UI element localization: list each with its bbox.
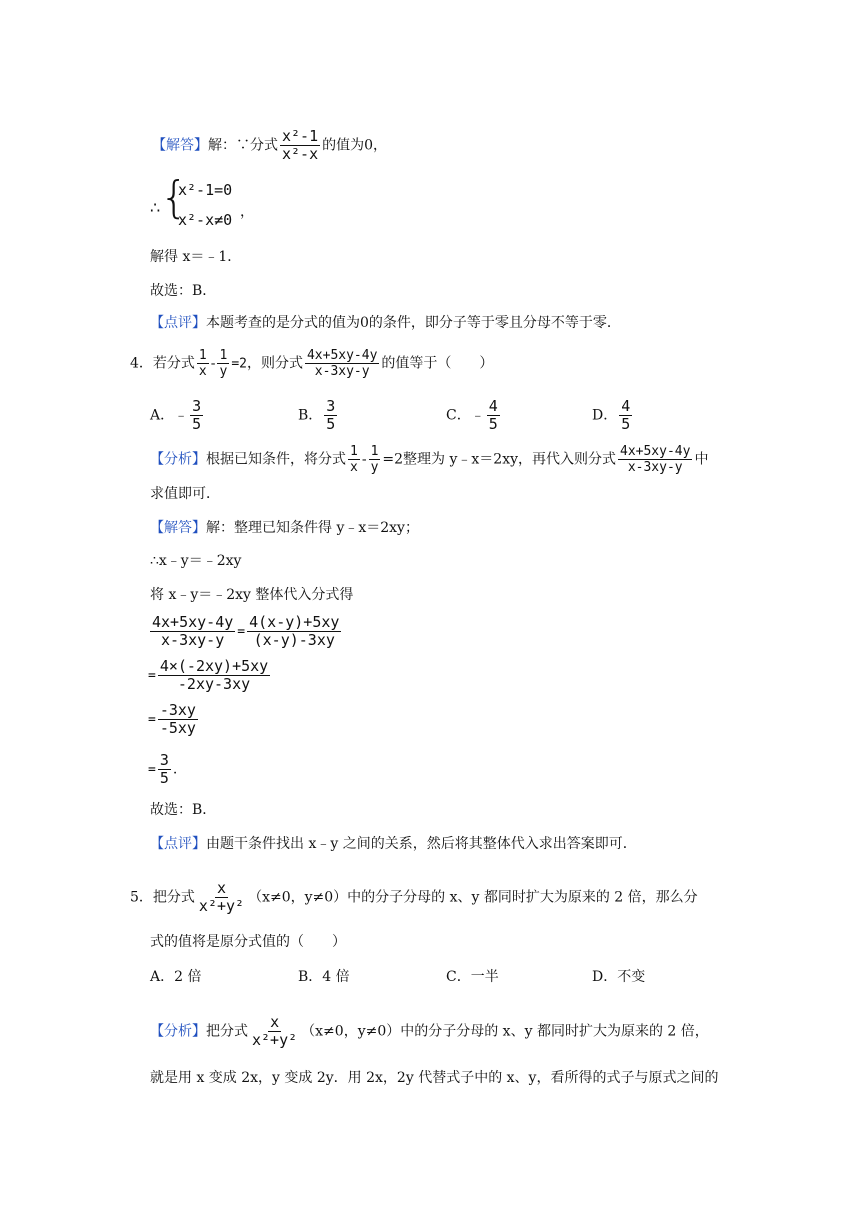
system-brace: {: [160, 172, 188, 223]
q5-stem: 5．把分式 $\frac{x}{\text{x²+y²}}$ （x≠0，y≠0）中的分子分母的 x、y 都同时扩大为原来的 2 倍，那么分: [130, 879, 698, 915]
q5-stem-2: 式的值将是原分式值的（ ）: [150, 934, 346, 950]
q3-answer-line: 【解答】解：∵分式 $\frac{\text{x²-1}}{\text{x²-x}}$ 的值为0，: [152, 127, 388, 163]
system-eq1: x²-1=0: [178, 181, 233, 199]
q5-analysis: 【分析】把分式 $\frac{x}{\text{x²+y²}}$ （x≠0，y≠0）中的分子分母的 x、y 都同时扩大为原来的 2 倍，: [150, 1013, 709, 1049]
option-d: D． $\frac{4}{5}$: [592, 397, 631, 433]
q4-eq-4: = $\frac{3}{5}$ .: [148, 751, 178, 787]
option-d: D．不变: [592, 969, 646, 985]
fraction: $\frac{4x+5xy-4y}{x-3xy-y}$: [306, 348, 378, 379]
q4-comment: 【点评】由题干条件找出 x﹣y 之间的关系，然后将其整体代入求出答案即可．: [150, 836, 637, 852]
q3-comment: 【点评】本题考查的是分式的值为0的条件，即分子等于零且分母不等于零．: [150, 315, 621, 331]
q4-eq-3: = $\frac{-3xy}{-5xy}$: [148, 701, 196, 737]
q4-eq-1: $\frac{4x+5xy-4y}{x-3xy-y}$ = $\frac{4(x-y)+5xy}{(x-y)-3xy}$: [152, 613, 340, 649]
option-c: C．一半: [446, 969, 499, 985]
therefore-symbol: ∴: [150, 198, 161, 217]
q4-stem: 4．若分式 $\frac{1}{x}$ - $\frac{1}{y}$ =2，则分式 $\frac{4x+5xy-4y}{x-3xy-y}$ 的值等于（ ）: [130, 348, 494, 379]
answer-tag: 【解答】: [152, 137, 208, 154]
q5-analysis-2: 就是用 x 变成 2x，y 变成 2y．用 2x，2y 代替式子中的 x、y，看所得的式子与原式之间的: [150, 1070, 719, 1086]
system-eq2: x²-x≠0: [178, 211, 233, 229]
option-b: B． $\frac{3}{5}$: [298, 397, 336, 433]
system-comma: ，: [240, 204, 254, 220]
q4-answer: 【解答】解：整理已知条件得 y﹣x＝2xy；: [150, 520, 419, 536]
q4-analysis: 【分析】根据已知条件，将分式 $\frac{1}{x}$ - $\frac{1}{y}$ =2整理为 y﹣x＝2xy，再代入则分式 $\frac{4x+5xy-4y}{x-3xy-y}$ 中: [150, 444, 709, 475]
q4-choose: 故选：B．: [150, 802, 217, 818]
fraction: $\frac{1}{x}$: [198, 348, 207, 379]
q4-eq-2: = $\frac{4\times(-2xy)+5xy}{-2xy-3xy}$: [148, 657, 269, 693]
fraction: $\frac{1}{y}$: [219, 348, 228, 379]
option-b: B．4 倍: [298, 969, 350, 985]
q4-step: 将 x﹣y＝﹣2xy 整体代入分式得: [150, 587, 354, 603]
option-a: A．﹣ $\frac{3}{5}$: [150, 397, 202, 433]
option-a: A．2 倍: [150, 969, 202, 985]
q4-step: ∴x﹣y＝﹣2xy: [150, 553, 242, 569]
option-c: C．﹣ $\frac{4}{5}$: [446, 397, 498, 433]
fraction: $\frac{\text{x²-1}}{\text{x²-x}}$: [282, 127, 319, 163]
q3-solve: 解得 x＝﹣1．: [150, 249, 242, 265]
q4-analysis-2: 求值即可．: [150, 486, 220, 502]
q3-choose: 故选：B．: [150, 283, 217, 299]
